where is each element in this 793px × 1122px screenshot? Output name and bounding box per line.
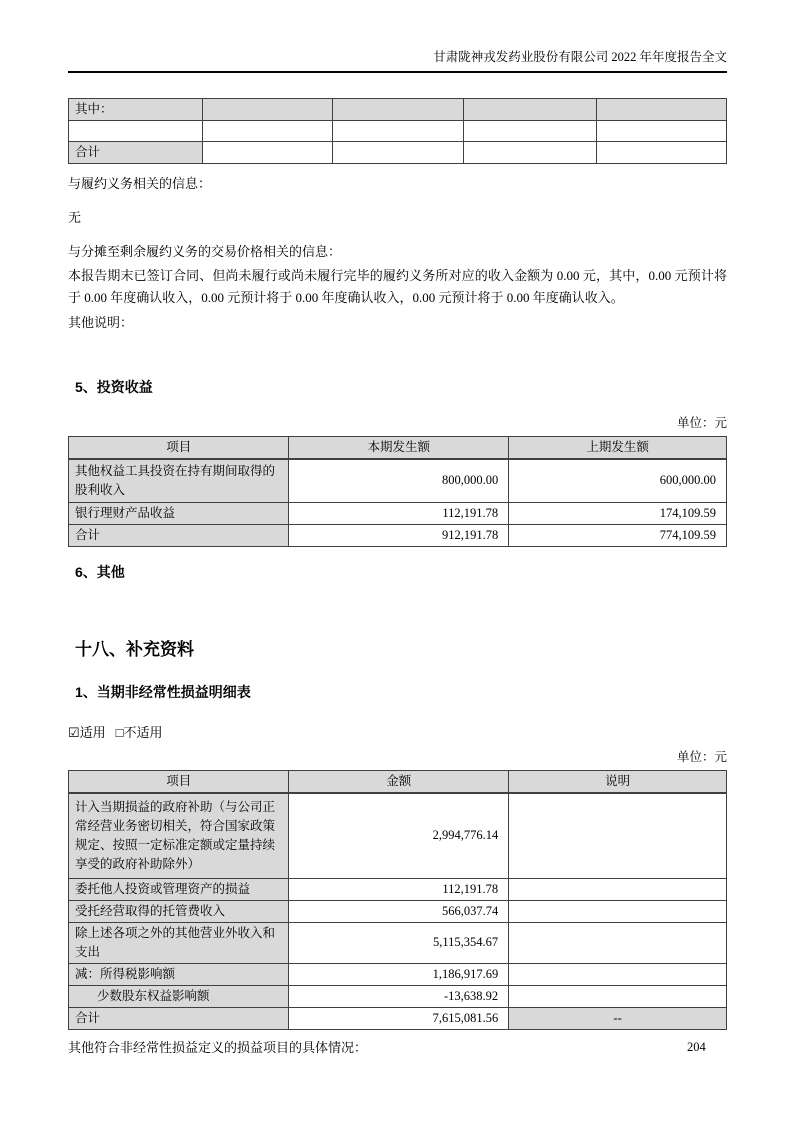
amount-cell: 174,109.59 (509, 502, 727, 524)
item-cell: 除上述各项之外的其他营业外收入和支出 (69, 922, 289, 963)
table-row (69, 922, 727, 963)
closing-line: 其他符合非经常性损益定义的损益项目的具体情况： (68, 1039, 368, 1055)
amount-cell: 800,000.00 (289, 459, 509, 502)
amount-cell: 7,615,081.56 (289, 1007, 509, 1029)
column-header: 上期发生额 (509, 437, 727, 460)
item-cell: 银行理财产品收益 (69, 502, 289, 524)
table-cell (464, 121, 596, 142)
obligation-info-none: 无 (68, 210, 82, 225)
table-cell (332, 99, 464, 121)
table-row (69, 459, 727, 502)
non-recurring-items-table (68, 770, 727, 1030)
item-cell: 减：所得税影响额 (69, 963, 289, 985)
table-row (69, 985, 727, 1007)
table-row (69, 793, 727, 879)
table-row (69, 99, 727, 121)
table-cell (596, 99, 726, 121)
note-cell (509, 963, 727, 985)
table-cell (464, 142, 596, 164)
amount-cell: 2,994,776.14 (289, 793, 509, 879)
column-header: 金额 (289, 770, 509, 793)
table-cell: 合计 (69, 142, 203, 164)
item-cell: 合计 (69, 524, 289, 546)
section-6-title: 6、其他 (75, 563, 125, 580)
amount-cell: -13,638.92 (289, 985, 509, 1007)
table-cell (596, 121, 726, 142)
note-cell (509, 922, 727, 963)
not-applicable-label: 不适用 (123, 724, 163, 740)
item-cell: 委托他人投资或管理资产的损益 (69, 878, 289, 900)
table-cell (69, 121, 203, 142)
amount-cell: 112,191.78 (289, 502, 509, 524)
column-header: 项目 (69, 770, 289, 793)
table-row (69, 878, 727, 900)
table-cell (203, 99, 333, 121)
column-header: 本期发生额 (289, 437, 509, 460)
investment-income-table (68, 436, 727, 547)
table-total-row (69, 524, 727, 546)
table-cell (332, 142, 464, 164)
amount-cell: 600,000.00 (509, 459, 727, 502)
table-row (69, 121, 727, 142)
amount-cell: 1,186,917.69 (289, 963, 509, 985)
note-cell (509, 985, 727, 1007)
table-cell (203, 121, 333, 142)
applicable-label: 适用 (79, 724, 106, 740)
table-header-row (69, 437, 727, 460)
other-notes-label: 其他说明： (68, 315, 134, 330)
table-cell (332, 121, 464, 142)
column-header: 说明 (509, 770, 727, 793)
checked-checkbox-icon: ☑ (68, 724, 80, 740)
item-cell: 合计 (69, 1007, 289, 1029)
document-header (68, 0, 727, 73)
unit-label: 单位：元 (676, 749, 727, 764)
section-18-sub1-title: 1、当期非经常性损益明细表 (75, 683, 251, 700)
note-cell (509, 793, 727, 879)
contract-obligation-table (68, 98, 727, 164)
remaining-obligation-heading: 与分摊至剩余履约义务的交易价格相关的信息： (68, 244, 342, 259)
obligation-info-heading: 与履约义务相关的信息： (68, 176, 212, 191)
unchecked-checkbox-icon: □ (115, 724, 124, 740)
table-cell (464, 99, 596, 121)
section-18-title: 十八、补充资料 (75, 639, 194, 659)
table-cell (203, 142, 333, 164)
amount-cell: 112,191.78 (289, 878, 509, 900)
table-row (69, 900, 727, 922)
page-number: 204 (687, 1040, 706, 1054)
note-cell (509, 878, 727, 900)
amount-cell: 912,191.78 (289, 524, 509, 546)
applicability-line (68, 725, 727, 741)
note-cell (509, 900, 727, 922)
table-row (69, 502, 727, 524)
table-row (69, 142, 727, 164)
table-cell: 其中： (69, 99, 203, 121)
remaining-obligation-paragraph: 本报告期末已签订合同、但尚未履行或尚未履行完毕的履约义务所对应的收入金额为 0.00 元，其中，0.00 元预计将于 0.00 年度确认收入，0.00 元预计将于 0.00 年度确认收入，0.00 元预计将于 0.00 年度确认收入。 (68, 268, 727, 305)
item-cell: 少数股东权益影响额 (69, 985, 289, 1007)
amount-cell: 566,037.74 (289, 900, 509, 922)
table-row (69, 963, 727, 985)
document-title: 甘肃陇神戎发药业股份有限公司 2022 年年度报告全文 (68, 50, 727, 73)
item-cell: 计入当期损益的政府补助（与公司正常经营业务密切相关，符合国家政策规定、按照一定标准定额或定量持续享受的政府补助除外） (69, 793, 289, 879)
column-header: 项目 (69, 437, 289, 460)
unit-label: 单位：元 (676, 416, 727, 430)
table-cell (596, 142, 726, 164)
amount-cell: 774,109.59 (509, 524, 727, 546)
amount-cell: 5,115,354.67 (289, 922, 509, 963)
section-5-title: 5、投资收益 (75, 379, 153, 395)
note-cell: -- (509, 1007, 727, 1029)
table-total-row (69, 1007, 727, 1029)
item-cell: 其他权益工具投资在持有期间取得的股利收入 (69, 459, 289, 502)
item-cell: 受托经营取得的托管费收入 (69, 900, 289, 922)
table-header-row (69, 770, 727, 793)
